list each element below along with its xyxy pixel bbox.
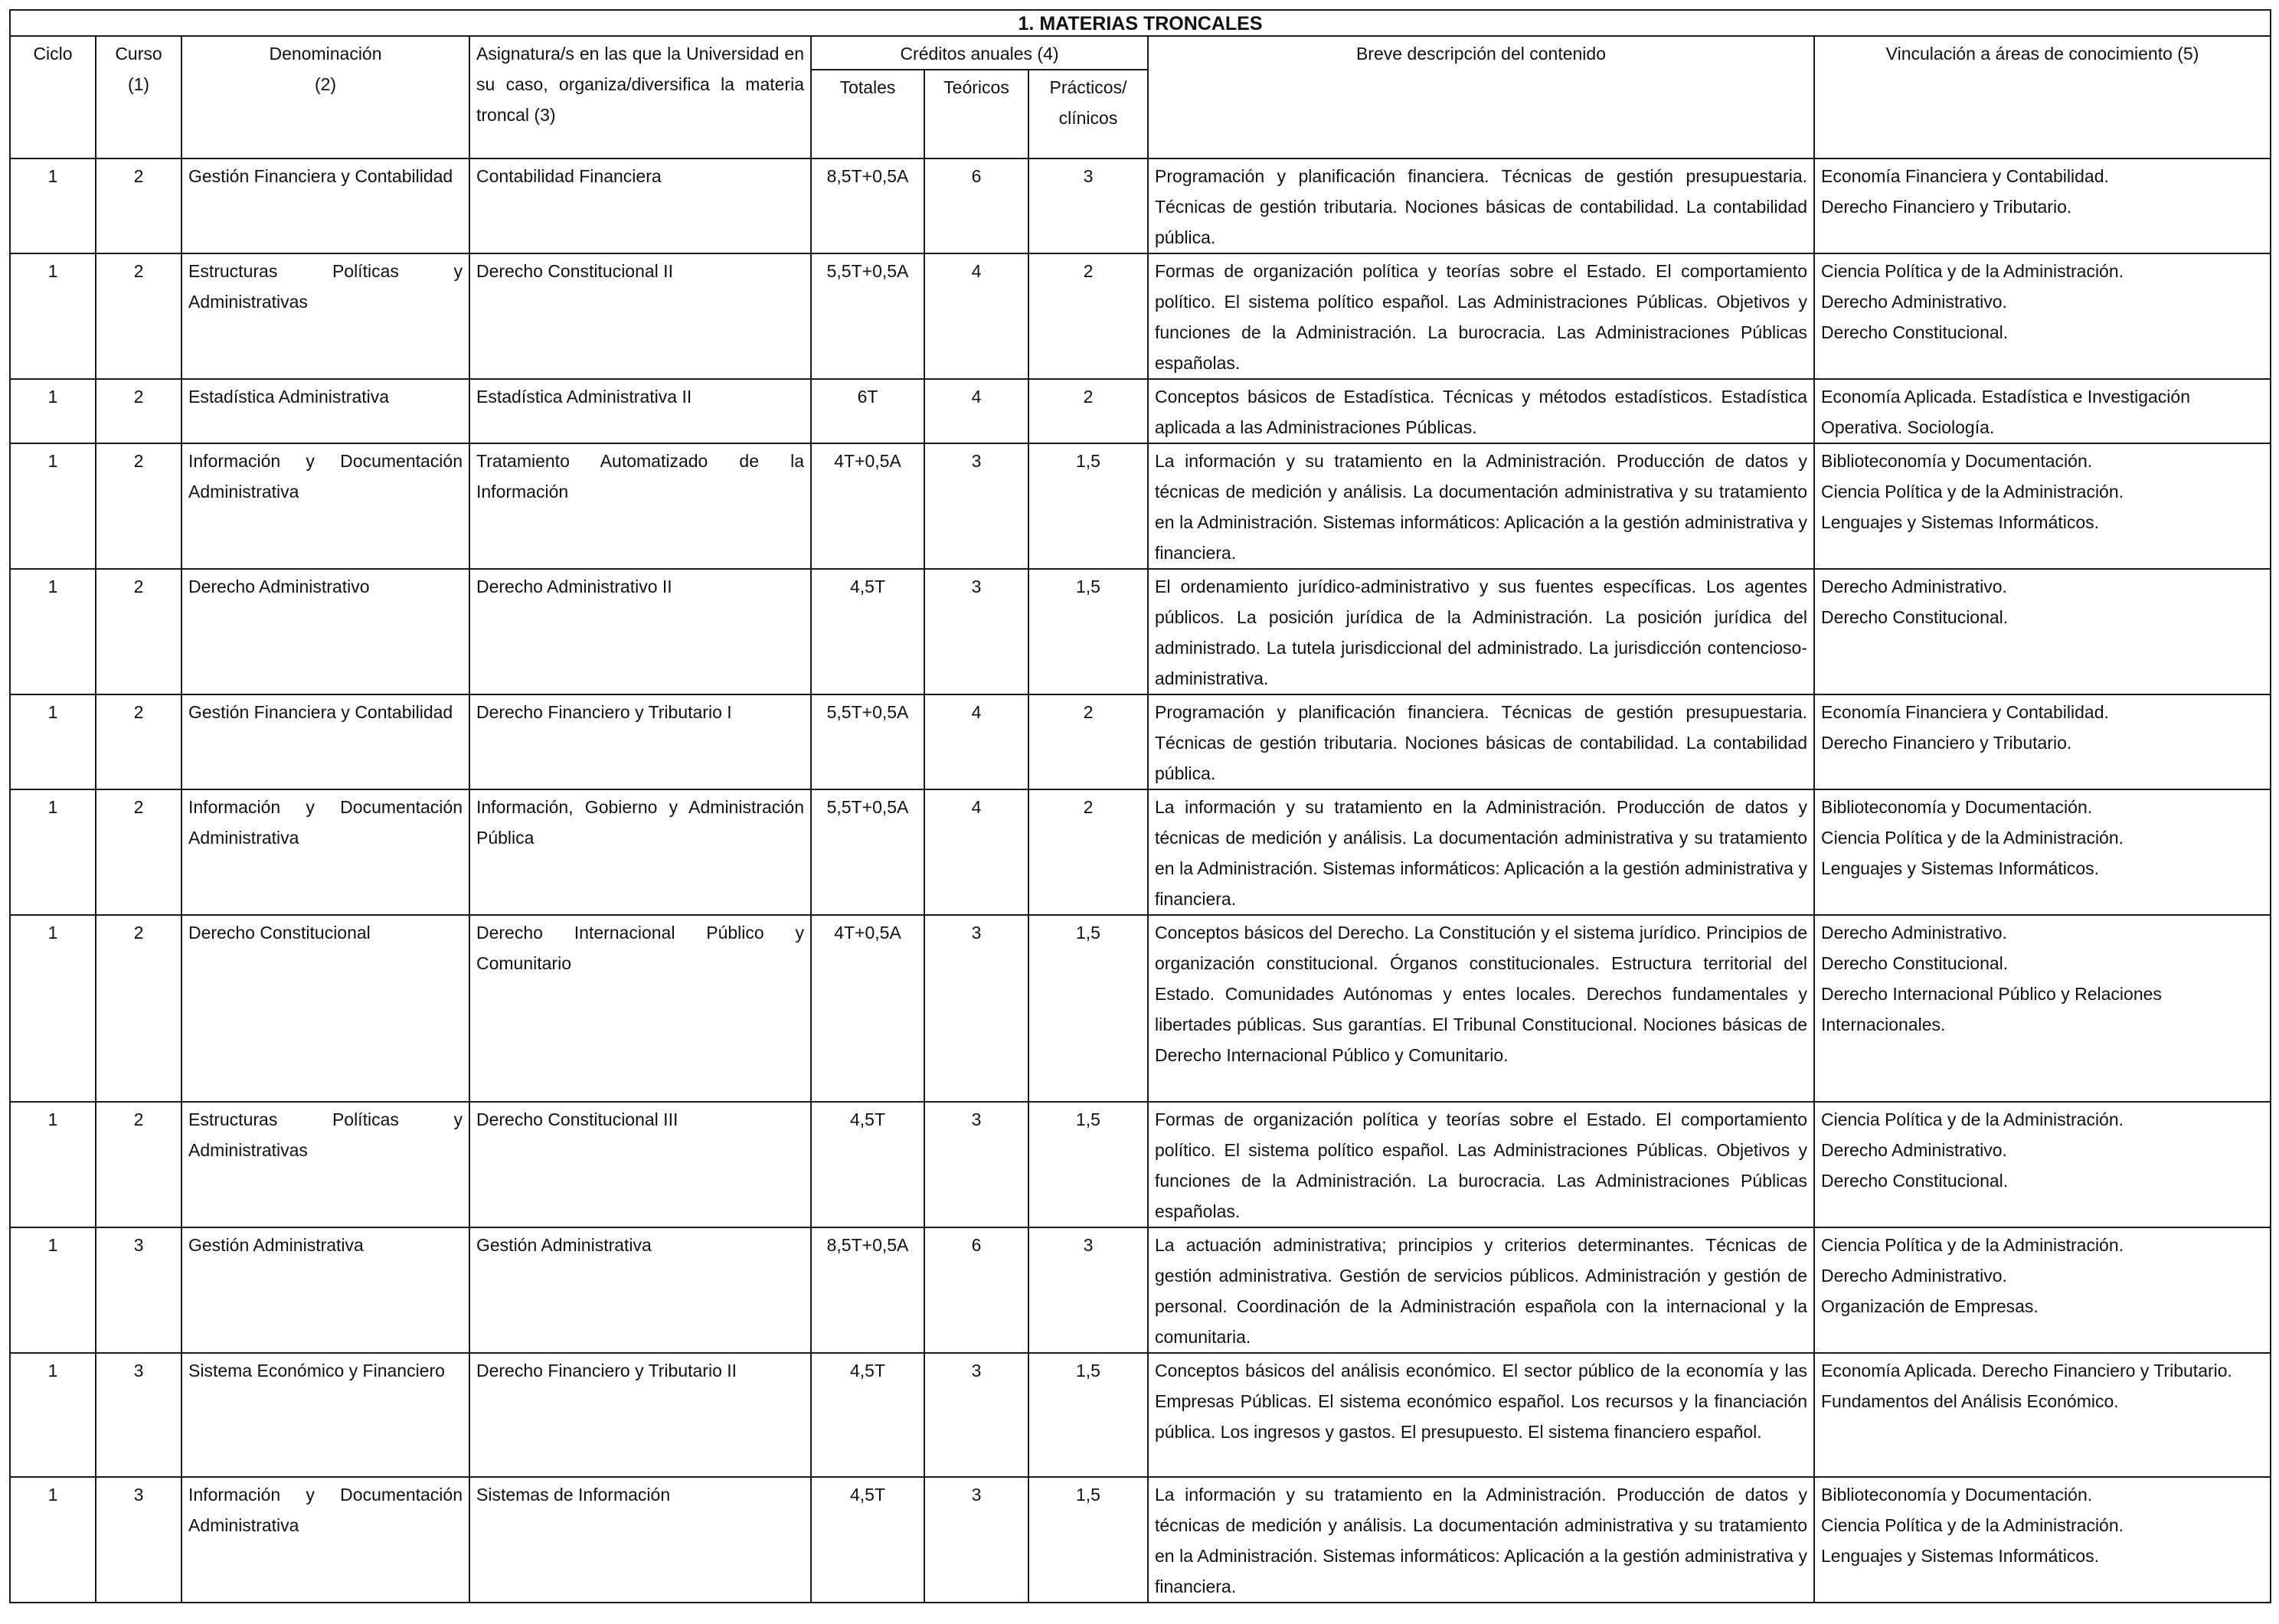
cell-teoricos: 4	[924, 789, 1028, 915]
cell-teoricos: 3	[924, 915, 1028, 1102]
cell-teoricos: 4	[924, 379, 1028, 443]
cell-descripcion: El ordenamiento jurídico-administrativo y sus fuentes específicas. Los agentes públicos. La posición jurídica de la Administración. La posición jurídica del administrado. La tutela jurisdiccional del administrado. La jurisdicción contencioso-administrativa.	[1148, 569, 1814, 694]
cell-curso: 2	[96, 789, 181, 915]
cell-ciclo: 1	[10, 158, 96, 253]
cell-practicos: 1,5	[1028, 915, 1148, 1102]
table-row	[10, 443, 2271, 569]
cell-asignatura: Estadística Administrativa II	[469, 379, 811, 443]
cell-denominacion: Gestión Financiera y Contabilidad	[181, 694, 469, 789]
cell-practicos: 3	[1028, 158, 1148, 253]
cell-curso: 2	[96, 158, 181, 253]
cell-practicos: 2	[1028, 253, 1148, 379]
cell-teoricos: 3	[924, 1477, 1028, 1603]
table-row	[10, 569, 2271, 694]
header-vinculacion: Vinculación a áreas de conocimiento (5)	[1814, 36, 2271, 158]
cell-vinculacion: Economía Financiera y Contabilidad. Derecho Financiero y Tributario.	[1814, 158, 2271, 253]
cell-practicos: 1,5	[1028, 1353, 1148, 1477]
header-teoricos: Teóricos	[924, 70, 1028, 158]
cell-denominacion: Estadística Administrativa	[181, 379, 469, 443]
cell-descripcion: Programación y planificación financiera. Técnicas de gestión presupuestaria. Técnicas de gestión tributaria. Nociones básicas de contabilidad. La contabilidad pública.	[1148, 158, 1814, 253]
cell-asignatura: Información, Gobierno y Administración Pública	[469, 789, 811, 915]
cell-denominacion: Derecho Constitucional	[181, 915, 469, 1102]
cell-ciclo: 1	[10, 443, 96, 569]
table-row	[10, 915, 2271, 1102]
header-ciclo: Ciclo	[10, 36, 96, 158]
table-body	[10, 158, 2271, 1603]
cell-totales: 8,5T+0,5A	[811, 158, 924, 253]
cell-denominacion: Información y Documentación Administrativa	[181, 443, 469, 569]
table-row	[10, 379, 2271, 443]
cell-asignatura: Derecho Internacional Público y Comunitario	[469, 915, 811, 1102]
cell-totales: 4,5T	[811, 1102, 924, 1227]
cell-curso: 3	[96, 1353, 181, 1477]
cell-practicos: 2	[1028, 379, 1148, 443]
cell-ciclo: 1	[10, 915, 96, 1102]
cell-denominacion: Derecho Administrativo	[181, 569, 469, 694]
cell-descripcion: Formas de organización política y teorías sobre el Estado. El comportamiento político. El sistema político español. Las Administraciones Públicas. Objetivos y funciones de la Administración. La burocracia. Las Administraciones Públicas españolas.	[1148, 253, 1814, 379]
table-row	[10, 158, 2271, 253]
table-row	[10, 1227, 2271, 1353]
cell-descripcion: Conceptos básicos de Estadística. Técnicas y métodos estadísticos. Estadística aplicada a las Administraciones Públicas.	[1148, 379, 1814, 443]
cell-vinculacion: Ciencia Política y de la Administración. Derecho Administrativo. Derecho Constitucional.	[1814, 1102, 2271, 1227]
materias-troncales-table	[9, 9, 2271, 1603]
cell-curso: 2	[96, 443, 181, 569]
cell-vinculacion: Derecho Administrativo. Derecho Constitucional.	[1814, 569, 2271, 694]
header-asignatura: Asignatura/s en las que la Universidad en su caso, organiza/diversifica la materia troncal (3)	[469, 36, 811, 158]
cell-curso: 2	[96, 1102, 181, 1227]
cell-denominacion: Estructuras Políticas y Administrativas	[181, 1102, 469, 1227]
cell-ciclo: 1	[10, 569, 96, 694]
cell-denominacion: Información y Documentación Administrativa	[181, 789, 469, 915]
cell-teoricos: 3	[924, 1102, 1028, 1227]
cell-practicos: 2	[1028, 789, 1148, 915]
cell-vinculacion: Economía Aplicada. Derecho Financiero y Tributario. Fundamentos del Análisis Económico.	[1814, 1353, 2271, 1477]
cell-totales: 8,5T+0,5A	[811, 1227, 924, 1353]
cell-asignatura: Contabilidad Financiera	[469, 158, 811, 253]
cell-totales: 5,5T+0,5A	[811, 253, 924, 379]
cell-denominacion: Información y Documentación Administrativa	[181, 1477, 469, 1603]
cell-totales: 4,5T	[811, 569, 924, 694]
table-row	[10, 253, 2271, 379]
cell-curso: 3	[96, 1477, 181, 1603]
cell-practicos: 1,5	[1028, 569, 1148, 694]
cell-ciclo: 1	[10, 694, 96, 789]
header-creditos-anuales: Créditos anuales (4)	[811, 36, 1148, 70]
cell-asignatura: Derecho Administrativo II	[469, 569, 811, 694]
header-denominacion: Denominación (2)	[181, 36, 469, 158]
cell-teoricos: 4	[924, 253, 1028, 379]
cell-ciclo: 1	[10, 1227, 96, 1353]
cell-descripcion: La información y su tratamiento en la Administración. Producción de datos y técnicas de medición y análisis. La documentación administrativa y su tratamiento en la Administración. Sistemas informáticos: Aplicación a la gestión administrativa y financiera.	[1148, 1477, 1814, 1603]
cell-descripcion: Programación y planificación financiera. Técnicas de gestión presupuestaria. Técnicas de gestión tributaria. Nociones básicas de contabilidad. La contabilidad pública.	[1148, 694, 1814, 789]
cell-curso: 3	[96, 1227, 181, 1353]
cell-asignatura: Derecho Constitucional II	[469, 253, 811, 379]
cell-vinculacion: Economía Financiera y Contabilidad. Derecho Financiero y Tributario.	[1814, 694, 2271, 789]
cell-denominacion: Estructuras Políticas y Administrativas	[181, 253, 469, 379]
table-row	[10, 1102, 2271, 1227]
cell-denominacion: Gestión Financiera y Contabilidad	[181, 158, 469, 253]
table-row	[10, 789, 2271, 915]
header-totales: Totales	[811, 70, 924, 158]
cell-ciclo: 1	[10, 379, 96, 443]
cell-totales: 5,5T+0,5A	[811, 694, 924, 789]
cell-denominacion: Gestión Administrativa	[181, 1227, 469, 1353]
cell-practicos: 1,5	[1028, 1102, 1148, 1227]
cell-curso: 2	[96, 915, 181, 1102]
cell-teoricos: 3	[924, 569, 1028, 694]
table-row	[10, 694, 2271, 789]
cell-totales: 4,5T	[811, 1477, 924, 1603]
cell-ciclo: 1	[10, 1102, 96, 1227]
cell-vinculacion: Biblioteconomía y Documentación. Ciencia Política y de la Administración. Lenguajes y Sistemas Informáticos.	[1814, 443, 2271, 569]
cell-vinculacion: Derecho Administrativo. Derecho Constitucional. Derecho Internacional Público y Relaciones Internacionales.	[1814, 915, 2271, 1102]
table-row	[10, 1353, 2271, 1477]
cell-denominacion: Sistema Económico y Financiero	[181, 1353, 469, 1477]
cell-practicos: 2	[1028, 694, 1148, 789]
cell-practicos: 1,5	[1028, 1477, 1148, 1603]
cell-vinculacion: Biblioteconomía y Documentación. Ciencia Política y de la Administración. Lenguajes y Sistemas Informáticos.	[1814, 789, 2271, 915]
table-title: 1. MATERIAS TRONCALES	[10, 10, 2271, 36]
cell-descripcion: La información y su tratamiento en la Administración. Producción de datos y técnicas de medición y análisis. La documentación administrativa y su tratamiento en la Administración. Sistemas informáticos: Aplicación a la gestión administrativa y financiera.	[1148, 443, 1814, 569]
cell-teoricos: 6	[924, 1227, 1028, 1353]
cell-vinculacion: Biblioteconomía y Documentación. Ciencia Política y de la Administración. Lenguajes y Sistemas Informáticos.	[1814, 1477, 2271, 1603]
cell-totales: 4T+0,5A	[811, 915, 924, 1102]
cell-descripcion: Formas de organización política y teorías sobre el Estado. El comportamiento político. El sistema político español. Las Administraciones Públicas. Objetivos y funciones de la Administración. La burocracia. Las Administraciones Públicas españolas.	[1148, 1102, 1814, 1227]
cell-vinculacion: Ciencia Política y de la Administración. Derecho Administrativo. Organización de Empresas.	[1814, 1227, 2271, 1353]
cell-ciclo: 1	[10, 1477, 96, 1603]
cell-asignatura: Derecho Financiero y Tributario II	[469, 1353, 811, 1477]
cell-teoricos: 6	[924, 158, 1028, 253]
cell-curso: 2	[96, 253, 181, 379]
document-page	[9, 9, 2270, 1603]
cell-ciclo: 1	[10, 253, 96, 379]
cell-totales: 4T+0,5A	[811, 443, 924, 569]
header-curso: Curso (1)	[96, 36, 181, 158]
cell-curso: 2	[96, 379, 181, 443]
cell-practicos: 3	[1028, 1227, 1148, 1353]
cell-totales: 5,5T+0,5A	[811, 789, 924, 915]
cell-asignatura: Derecho Constitucional III	[469, 1102, 811, 1227]
cell-ciclo: 1	[10, 1353, 96, 1477]
cell-teoricos: 3	[924, 1353, 1028, 1477]
cell-descripcion: Conceptos básicos del análisis económico. El sector público de la economía y las Empresas Públicas. El sistema económico español. Los recursos y la financiación pública. Los ingresos y gastos. El presupuesto. El sistema financiero español.	[1148, 1353, 1814, 1477]
cell-asignatura: Derecho Financiero y Tributario I	[469, 694, 811, 789]
cell-curso: 2	[96, 569, 181, 694]
header-practicos: Prácticos/ clínicos	[1028, 70, 1148, 158]
header-descripcion: Breve descripción del contenido	[1148, 36, 1814, 158]
cell-totales: 6T	[811, 379, 924, 443]
table-row	[10, 1477, 2271, 1603]
cell-teoricos: 3	[924, 443, 1028, 569]
cell-asignatura: Gestión Administrativa	[469, 1227, 811, 1353]
cell-curso: 2	[96, 694, 181, 789]
cell-descripcion: La actuación administrativa; principios y criterios determinantes. Técnicas de gestión administrativa. Gestión de servicios públicos. Administración y gestión de personal. Coordinación de la Administración española con la internacional y la comunitaria.	[1148, 1227, 1814, 1353]
cell-vinculacion: Economía Aplicada. Estadística e Investigación Operativa. Sociología.	[1814, 379, 2271, 443]
cell-asignatura: Sistemas de Información	[469, 1477, 811, 1603]
cell-vinculacion: Ciencia Política y de la Administración. Derecho Administrativo. Derecho Constitucional.	[1814, 253, 2271, 379]
cell-descripcion: Conceptos básicos del Derecho. La Constitución y el sistema jurídico. Principios de organización constitucional. Órganos constitucionales. Estructura territorial del Estado. Comunidades Autónomas y entes locales. Derechos fundamentales y libertades públicas. Sus garantías. El Tribunal Constitucional. Nociones básicas de Derecho Internacional Público y Comunitario.	[1148, 915, 1814, 1102]
cell-asignatura: Tratamiento Automatizado de la Información	[469, 443, 811, 569]
cell-teoricos: 4	[924, 694, 1028, 789]
cell-ciclo: 1	[10, 789, 96, 915]
cell-totales: 4,5T	[811, 1353, 924, 1477]
cell-descripcion: La información y su tratamiento en la Administración. Producción de datos y técnicas de medición y análisis. La documentación administrativa y su tratamiento en la Administración. Sistemas informáticos: Aplicación a la gestión administrativa y financiera.	[1148, 789, 1814, 915]
cell-practicos: 1,5	[1028, 443, 1148, 569]
